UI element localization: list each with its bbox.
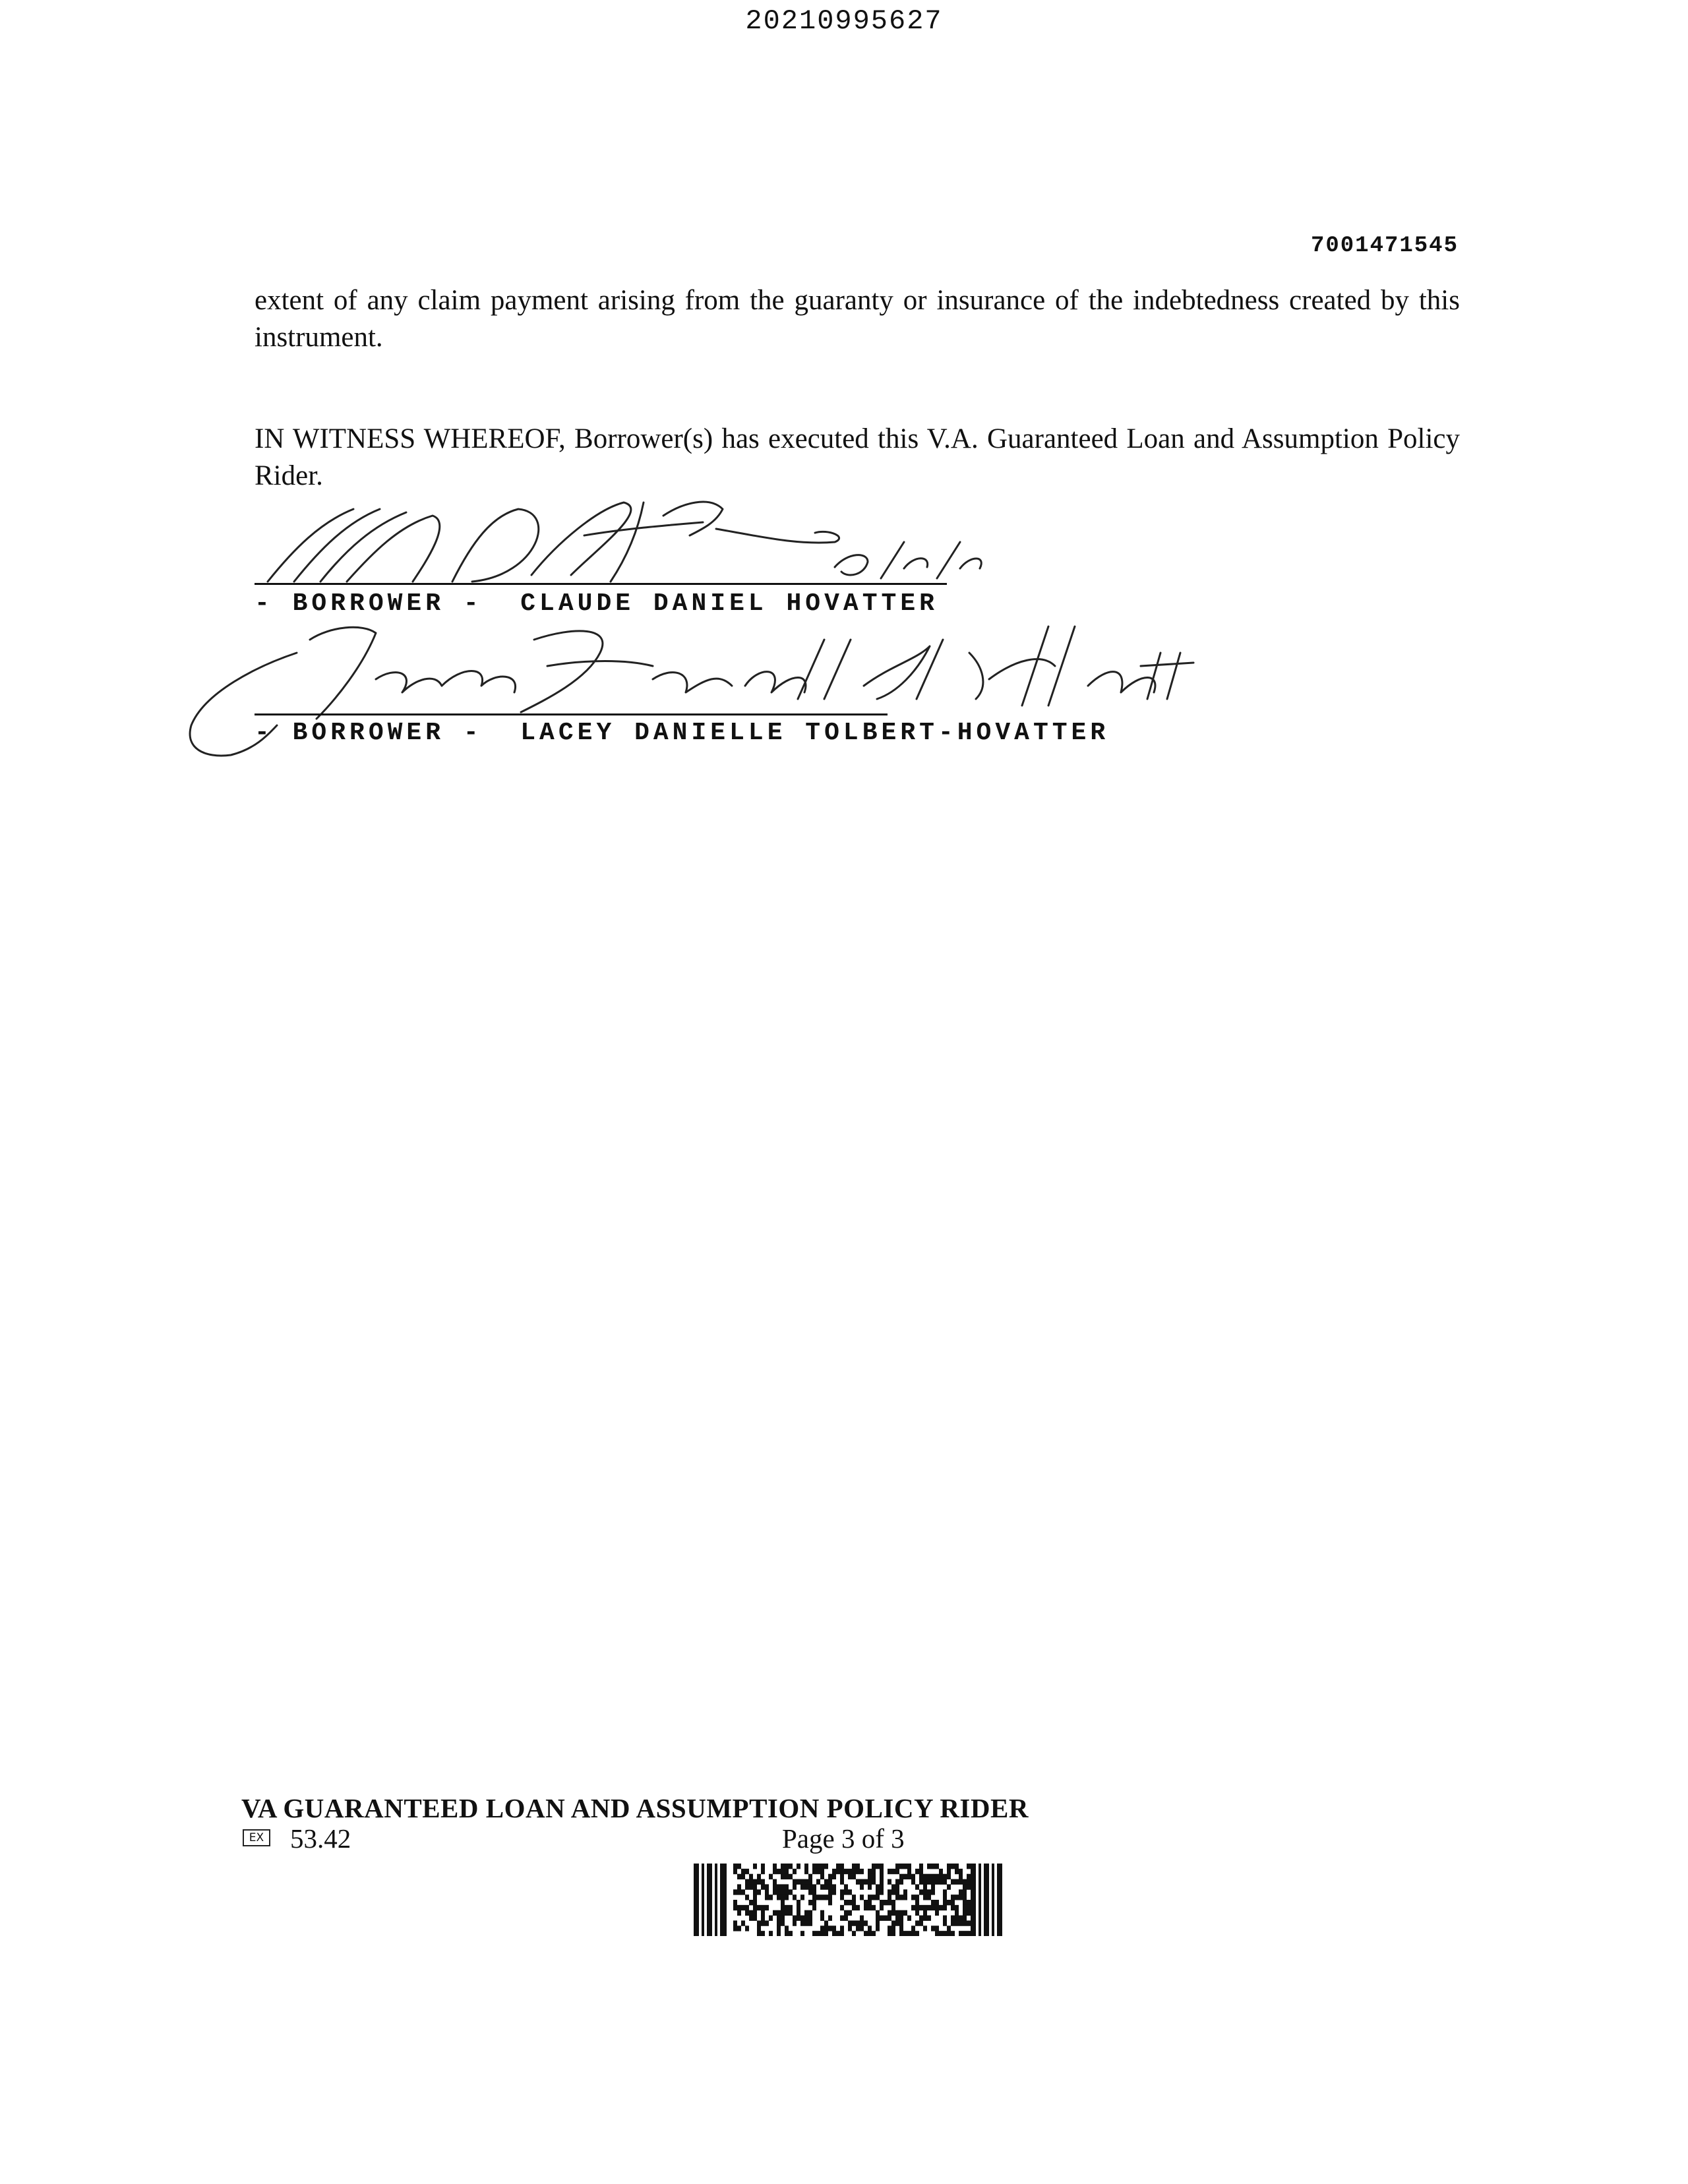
borrower-label-1: - BORROWER - CLAUDE DANIEL HOVATTER xyxy=(255,590,938,618)
form-title: VA GUARANTEED LOAN AND ASSUMPTION POLICY RIDER xyxy=(241,1793,1029,1823)
form-ex-icon: EX xyxy=(243,1829,270,1846)
loan-number: 7001471545 xyxy=(1310,233,1459,258)
body-paragraph-witness: IN WITNESS WHEREOF, Borrower(s) has executed this V.A. Guaranteed Loan and Assumption Policy Rider. xyxy=(255,423,1460,491)
recording-number: 20210995627 xyxy=(745,5,943,37)
form-code: 53.42 xyxy=(290,1823,351,1854)
body-paragraph-extent: extent of any claim payment arising from the guaranty or insurance of the indebtedness created by this instrument. xyxy=(255,285,1460,353)
signature-line-2 xyxy=(255,713,888,715)
borrower-label-2: - BORROWER - LACEY DANIELLE TOLBERT-HOVATTER xyxy=(255,719,1110,747)
barcode-icon xyxy=(694,1864,1004,1936)
signature-line-1 xyxy=(255,583,947,585)
page-number: Page 3 of 3 xyxy=(782,1823,905,1854)
